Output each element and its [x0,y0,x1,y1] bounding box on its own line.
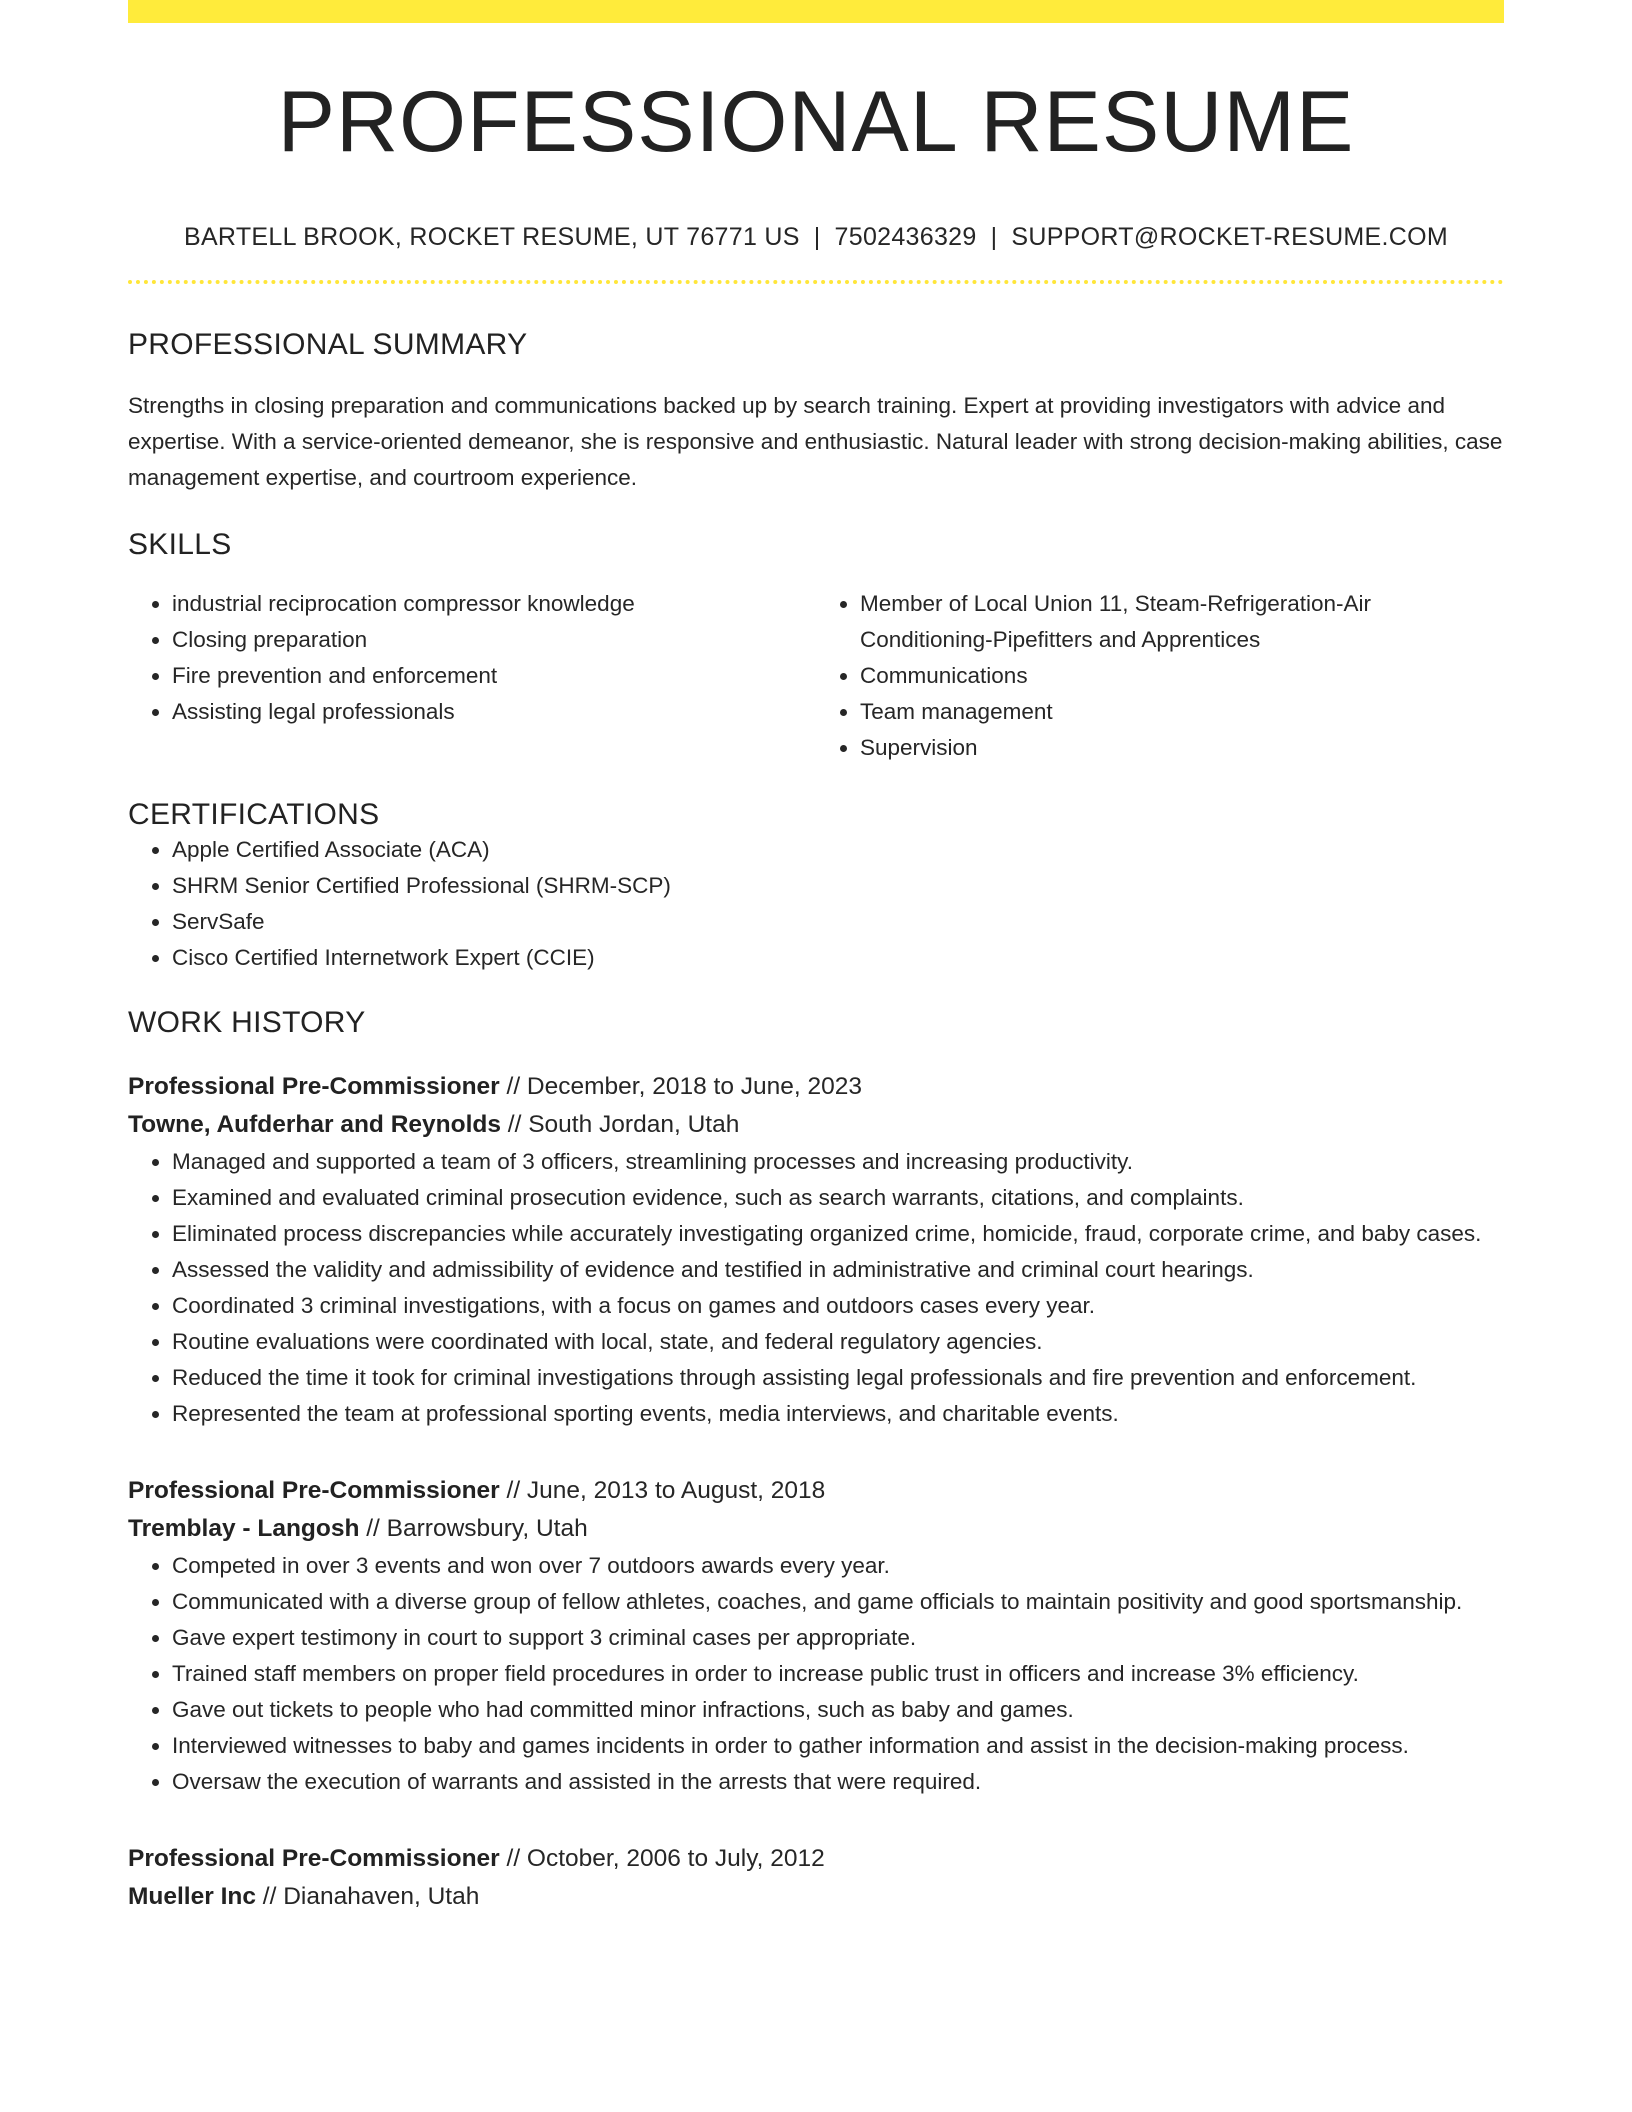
job-bullet: • Communicated with a diverse group of fellow athletes, coaches, and game officials to maintain positivity and good sportsmanship. [172,1584,1504,1620]
job-company: Towne, Aufderhar and Reynolds [128,1111,501,1138]
skill-item: • Member of Local Union 11, Steam-Refrigeration-Air Conditioning-Pipefitters and Apprentices [860,586,1504,658]
job-bullet: • Assessed the validity and admissibility of evidence and testified in administrative and criminal court hearings. [172,1252,1504,1288]
job-bullet: • Managed and supported a team of 3 officers, streamlining processes and increasing productivity. [172,1144,1504,1180]
job-role-line [128,1840,1504,1878]
contact-separator: | [813,223,821,251]
skill-item: • Closing preparation [172,622,816,658]
job-bullet: • Oversaw the execution of warrants and assisted in the arrests that were required. [172,1764,1504,1800]
job-role-line [128,1068,1504,1106]
skill-item: • Fire prevention and enforcement [172,658,816,694]
contact-separator: | [990,223,998,251]
job-location: // South Jordan, Utah [500,1111,740,1138]
dotted-divider [128,280,1504,284]
job-bullet: • Examined and evaluated criminal prosecution evidence, such as search warrants, citations, and complaints. [172,1180,1504,1216]
work-history-heading: WORK HISTORY [128,1006,366,1039]
job-bullet: • Gave out tickets to people who had committed minor infractions, such as baby and games. [172,1692,1504,1728]
certification-item: • ServSafe [172,904,1504,940]
contact-address: BARTELL BROOK, ROCKET RESUME, UT 76771 US [183,223,800,251]
contact-line [128,223,1504,252]
job-role: Professional Pre-Commissioner [128,1073,500,1100]
job-company-line [128,1878,1504,1916]
summary-heading: PROFESSIONAL SUMMARY [128,328,528,361]
job-role: Professional Pre-Commissioner [128,1477,500,1504]
skills-heading: SKILLS [128,528,232,561]
skill-item: • Assisting legal professionals [172,694,816,730]
job-bullet: • Coordinated 3 criminal investigations, with a focus on games and outdoors cases every year. [172,1288,1504,1324]
job-bullet: • Gave expert testimony in court to support 3 criminal cases per appropriate. [172,1620,1504,1656]
job-bullet: • Routine evaluations were coordinated with local, state, and federal regulatory agencies. [172,1324,1504,1360]
job-bullet: • Trained staff members on proper field procedures in order to increase public trust in officers and increase 3% efficiency. [172,1656,1504,1692]
skills-list-left [128,586,816,730]
summary-text: Strengths in closing preparation and communications backed up by search training. Expert at providing investigators with advice and expertise. With a service-oriented demeanor, she is responsive and enthusiastic. Natural leader with strong decision-making abilities, case management expertise, and courtroom experience. [128,393,1503,490]
job-location: // Barrowsbury, Utah [359,1515,588,1542]
skills-columns [128,586,1504,766]
skills-column-left [128,586,816,766]
skill-item: • industrial reciprocation compressor knowledge [172,586,816,622]
job-dates: // December, 2018 to June, 2023 [499,1073,862,1100]
job-dates: // October, 2006 to July, 2012 [499,1845,825,1872]
job-bullet: • Represented the team at professional sporting events, media interviews, and charitable events. [172,1396,1504,1432]
resume-title: PROFESSIONAL RESUME [277,74,1355,170]
job-bullet: • Interviewed witnesses to baby and games incidents in order to gather information and assist in the decision-making process. [172,1728,1504,1764]
job-company: Mueller Inc [128,1883,256,1910]
resume-page [128,0,1504,1916]
job-entry [128,1840,1504,1916]
skill-item: • Communications [860,658,1504,694]
job-location: // Dianahaven, Utah [255,1883,480,1910]
job-entry [128,1068,1504,1432]
certification-item: • SHRM Senior Certified Professional (SHRM-SCP) [172,868,1504,904]
job-dates: // June, 2013 to August, 2018 [499,1477,826,1504]
job-bullets [128,1144,1504,1432]
job-bullet: • Reduced the time it took for criminal investigations through assisting legal professionals and fire prevention and enforcement. [172,1360,1504,1396]
job-bullets [128,1548,1504,1800]
certification-item: • Cisco Certified Internetwork Expert (CCIE) [172,940,1504,976]
job-company-line [128,1106,1504,1144]
skill-item: • Supervision [860,730,1504,766]
certifications-heading: CERTIFICATIONS [128,798,380,831]
skills-column-right [816,586,1504,766]
job-company-line [128,1510,1504,1548]
skills-list-right [816,586,1504,766]
job-bullet: • Competed in over 3 events and won over 7 outdoors awards every year. [172,1548,1504,1584]
contact-phone: 7502436329 [834,223,977,251]
job-company: Tremblay - Langosh [128,1515,360,1542]
certifications-list [128,832,1504,976]
contact-email: SUPPORT@ROCKET-RESUME.COM [1011,223,1449,251]
top-accent-bar [128,0,1504,23]
certification-item: • Apple Certified Associate (ACA) [172,832,1504,868]
skill-item: • Team management [860,694,1504,730]
job-bullet: • Eliminated process discrepancies while accurately investigating organized crime, homicide, fraud, corporate crime, and baby cases. [172,1216,1504,1252]
job-entry [128,1472,1504,1800]
job-role: Professional Pre-Commissioner [128,1845,500,1872]
job-role-line [128,1472,1504,1510]
